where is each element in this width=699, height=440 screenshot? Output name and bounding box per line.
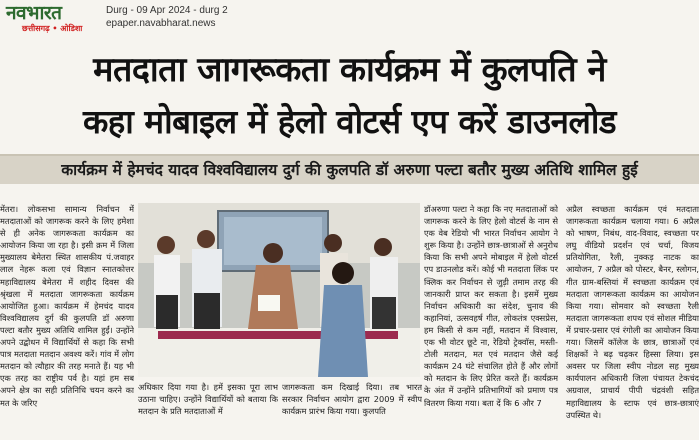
newspaper-logo bbox=[6, 2, 98, 36]
article-column-middle: डॉअरुणा पल्टा ने कहा कि नए मतदाताओं को जागरूक करने के लिए हेलो वोटर्स के नाम से एक वेब रेडियो भी भारत निर्वाचन आयोग ने शुरू किया है। उन्होंने छात्र-छात्राओं से अनुरोध किया कि सभी अपने मोबाइल में हेलो वोटर्स एप डाउनलोड करें। कोई भी मतदाता लिंक पर क्लिक कर निर्वाचन से जुड़ी तमाम तरह की जानकारी प्राप्त कर सकता है। इसमें मुख्य निर्वाचन अधिकारी का संदेश, चुनाव की कहानियां, उत्सवहर्ष गीत, लोकतंत्र एक्सप्रेस, हम किसी से कम नहीं, मतदान में विश्वास, एक भी वोटर छूटे ना, रेडियो ट्रेक्वॉस, मस्ती-टोली मतदान, मत एवं मतदान जैसे कई कार्यक्रम 24 घंटे संचालित होते हैं और लोगों को मतदान के लिए प्रेरित करते हैं। कार्यक्रम के अंत में उन्होंने प्रतिभागियों को प्रमाण पत्र वितरण किया गया। बता दें कि 6 और 7 bbox=[424, 204, 558, 408]
news-photo bbox=[138, 203, 420, 377]
article-column-bottom-1: अधिकार दिया गया है। हमें इसका पूरा लाभ उठाना चाहिए। उन्होंने विद्यार्थियों को बताया कि मतदान के प्रति मतदाताओं में bbox=[138, 382, 278, 417]
headline-line-2: कहा मोबाइल में हेलो वोटर्स एप करें डाउनलोड bbox=[82, 102, 617, 141]
subheadline-bar: कार्यक्रम में हेमचंद यादव विश्वविद्यालय दुर्ग की कुलपति डॉ अरुणा पल्टा बतौर मुख्य अतिथि शामिल हुई bbox=[0, 154, 699, 184]
masthead bbox=[0, 0, 699, 40]
article-column-right: अप्रैल स्वच्छता कार्यक्रम एवं मतदाता जागरूकता कार्यक्रम चलाया गया। 6 अप्रैल को भाषण, निबंध, वाद-विवाद, स्वच्छता पर लघु वीडियो प्रदर्शन एवं चर्चा, विजय प्रतियोगिता, रैली, नुक्कड़ नाटक का आयोजन, 7 अप्रैल को पोस्टर, बैनर, स्लोगन, गीत ग्राम-बस्तियां में स्वच्छता कार्यक्रम एवं मतदाता जागरूकता कार्यक्रम का आयोजन किया गया। सोमवार को स्वच्छता रैली मतदाता जागरूकता शपथ एवं सोशल मीडिया में प्रचार-प्रसार एवं रंगोली का आयोजन किया गया। जिसमें कॉलेज के छात्र, छात्राओं एवं शिक्षकों ने बढ़ चढ़कर हिस्सा लिया। इस अवसर पर जिला स्वीप नोडल सह मुख्य कार्यपालन अधिकारी जिला पंचायत टेकचंद अग्रवाल, प्राचार्य पीपी चंद्रवंशी सहित महाविद्यालय के स्टाफ एवं छात्र-छात्राएं उपस्थित थे। bbox=[566, 204, 699, 420]
logo-sub-text: छत्तीसगढ़ • ओडिशा bbox=[22, 24, 83, 33]
edition-info bbox=[106, 4, 228, 30]
article-column-bottom-2: जागरूकता कम दिखाई दिया। तब भारत सरकार निर्वाचन आयोग द्वारा 2009 में स्वीप कार्यक्रम प्रारंभ किया गया। कुलपति bbox=[282, 382, 422, 417]
epaper-site: epaper.navabharat.news bbox=[106, 18, 216, 29]
edition-line: Durg - 09 Apr 2024 - durg 2 bbox=[106, 5, 228, 16]
article-column-left: मेंतरा। लोकसभा सामान्य निर्वाचन में मतदाताओं को जागरूक करने के लिए हमेशा से ही अनेक जागरूकता कार्यक्रम का आयोजन किया जा रहा है। इसी क्रम में जिला मुख्यालय बेमेतरा स्थित शासकीय पं.जवाहर लाल नेहरू कला एवं विज्ञान स्नातकोत्तर महाविद्यालय बेमेतरा में शहीद दिवस की श्रृंखला में मतदाता जागरूकता कार्यक्रम आयोजित हुआ। कार्यक्रम में हेमचंद यादव विश्वविद्यालय दुर्ग की कुलपति डॉ अरुणा पल्टा बतौर मुख्य अतिथि शामिल हुईं। उन्होंने अपने उद्बोधन में विद्यार्थियों से कहा कि सभी पात्र मतदाता मतदान अवश्य करें। गांव में लोग मतदान को त्यौहार की तरह मनाते हैं। यह भी एक तरह का राष्ट्रीय पर्व है। यहां हम सब अपने क्षेत्र का सही प्रतिनिधि चयन करने का मत के जरिए bbox=[0, 204, 134, 408]
headline-line-1: मतदाता जागरूकता कार्यक्रम में कुलपति ने bbox=[93, 50, 606, 90]
logo-main-text: नवभारत bbox=[6, 2, 62, 24]
event-photo-illustration bbox=[138, 203, 420, 377]
